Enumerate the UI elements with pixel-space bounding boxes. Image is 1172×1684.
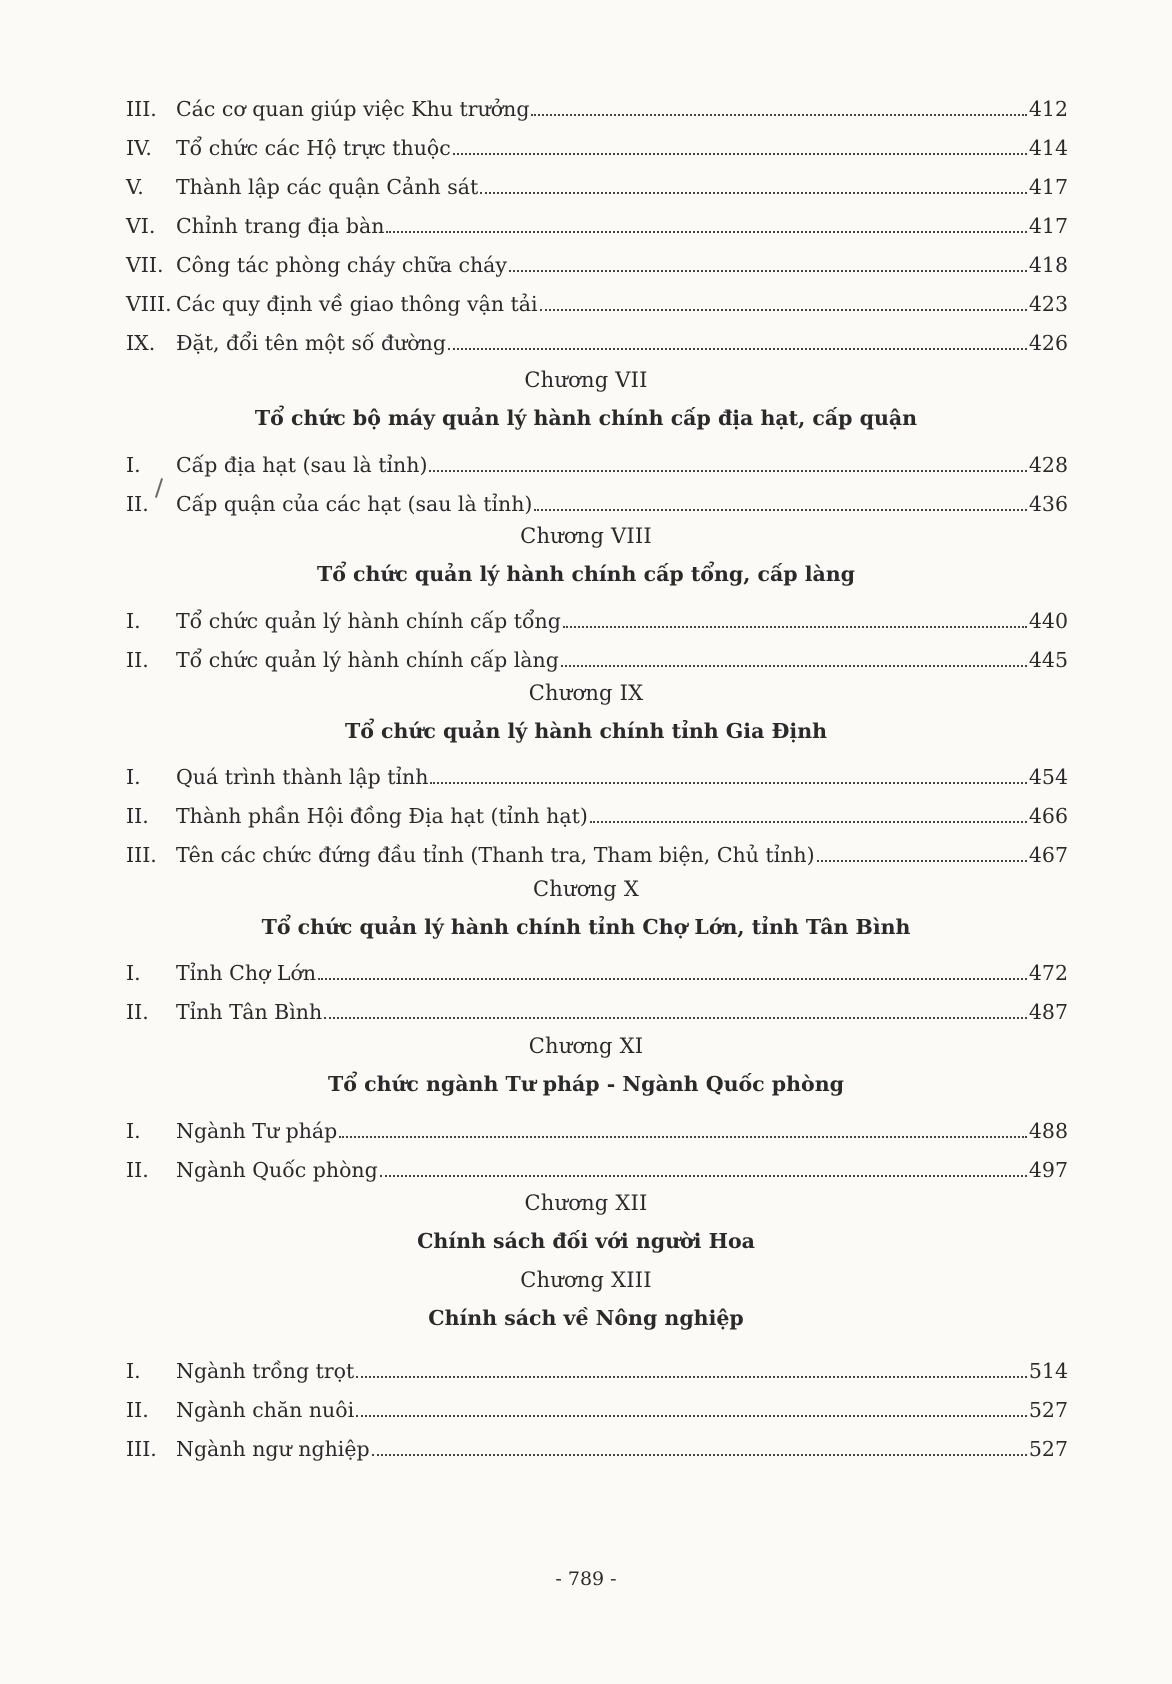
entry-page: 412 [1028, 97, 1068, 121]
chapter-heading: Tổ chức quản lý hành chính cấp tổng, cấp làng [316, 562, 856, 586]
chapter-heading: Chính sách về Nông nghiệp [428, 1306, 744, 1330]
entry-title: Các cơ quan giúp việc Khu trưởng [176, 97, 530, 121]
dot-leader [372, 1454, 1027, 1456]
dot-leader [429, 470, 1026, 472]
toc-entry[interactable] [126, 322, 1068, 356]
toc-entry[interactable] [126, 952, 1068, 986]
dot-leader [339, 1136, 1027, 1138]
entry-number: I. [126, 609, 141, 633]
chapter-title: Chương VIII [520, 524, 652, 548]
chapter-title: Chương IX [528, 681, 644, 705]
entry-title: Tổ chức các Hộ trực thuộc [176, 136, 451, 160]
entry-page: 418 [1028, 253, 1068, 277]
entry-page: 414 [1028, 136, 1068, 160]
dot-leader [430, 782, 1026, 784]
toc-entry[interactable] [126, 1428, 1068, 1462]
toc-entry[interactable] [126, 991, 1068, 1025]
entry-title: Đặt, đổi tên một số đường [176, 331, 446, 355]
entry-page: 514 [1028, 1359, 1068, 1383]
entry-title: Tổ chức quản lý hành chính cấp làng [176, 648, 559, 672]
chapter-heading: Tổ chức quản lý hành chính tỉnh Gia Định [344, 719, 828, 743]
entry-title: Ngành chăn nuôi [176, 1398, 355, 1422]
toc-entry[interactable] [126, 127, 1068, 161]
dot-leader [540, 309, 1027, 311]
entry-page: 426 [1028, 331, 1068, 355]
dot-leader [386, 231, 1026, 233]
toc-entry[interactable] [126, 795, 1068, 829]
dot-leader [531, 114, 1026, 116]
chapter-title: Chương XII [524, 1191, 648, 1215]
dot-leader [561, 665, 1027, 667]
toc-entry[interactable] [126, 244, 1068, 278]
entry-number: IX. [126, 331, 156, 355]
entry-title: Tổ chức quản lý hành chính cấp tổng [176, 609, 561, 633]
toc-entry[interactable] [126, 88, 1068, 122]
toc-entry[interactable] [126, 483, 1068, 517]
chapter-heading: Chính sách đối với người Hoa [417, 1229, 755, 1253]
entry-number: I. [126, 961, 141, 985]
toc-entry[interactable] [126, 444, 1068, 478]
entry-title: Thành phần Hội đồng Địa hạt (tỉnh hạt) [176, 804, 588, 828]
entry-number: V. [126, 175, 144, 199]
entry-page: 527 [1028, 1437, 1068, 1461]
dot-leader [324, 1017, 1027, 1019]
entry-title: Ngành Quốc phòng [176, 1158, 378, 1182]
dot-leader [590, 821, 1027, 823]
entry-title: Ngành ngư nghiệp [176, 1437, 370, 1461]
entry-title: Quá trình thành lập tỉnh [176, 765, 429, 789]
entry-number: III. [126, 843, 157, 867]
entry-page: 436 [1028, 492, 1068, 516]
entry-title: Tỉnh Tân Bình [176, 1000, 323, 1024]
chapter-heading: Tổ chức quản lý hành chính tỉnh Chợ Lớn, tỉnh Tân Bình [261, 915, 911, 939]
toc-entry[interactable] [126, 639, 1068, 673]
dot-leader [817, 860, 1027, 862]
page-number: - 789 - [555, 1568, 617, 1590]
toc-entry[interactable] [126, 1389, 1068, 1423]
entry-title: Tên các chức đứng đầu tỉnh (Thanh tra, Tham biện, Chủ tỉnh) [176, 843, 815, 867]
dot-leader [318, 978, 1027, 980]
entry-title: Ngành trồng trọt [176, 1359, 355, 1383]
toc-entry[interactable] [126, 166, 1068, 200]
entry-number: II. [126, 492, 149, 516]
dot-leader [534, 509, 1026, 511]
toc-entry[interactable] [126, 1350, 1068, 1384]
entry-page: 417 [1028, 214, 1068, 238]
entry-page: 440 [1028, 609, 1068, 633]
entry-page: 428 [1028, 453, 1068, 477]
entry-number: VIII. [126, 292, 172, 316]
entry-number: IV. [126, 136, 152, 160]
dot-leader [356, 1376, 1027, 1378]
dot-leader [480, 192, 1027, 194]
chapter-title: Chương XIII [520, 1268, 652, 1292]
dot-leader [563, 626, 1027, 628]
toc-entry[interactable] [126, 205, 1068, 239]
entry-title: Chỉnh trang địa bàn [176, 214, 385, 238]
dot-leader [509, 270, 1027, 272]
entry-page: 497 [1028, 1158, 1068, 1182]
entry-number: III. [126, 1437, 157, 1461]
chapter-title: Chương X [533, 877, 639, 901]
entry-number: II. [126, 1000, 149, 1024]
entry-title: Ngành Tư pháp [176, 1119, 338, 1143]
toc-entry[interactable] [126, 600, 1068, 634]
toc-entry[interactable] [126, 1149, 1068, 1183]
entry-page: 417 [1028, 175, 1068, 199]
entry-number: III. [126, 97, 157, 121]
toc-entry[interactable] [126, 756, 1068, 790]
entry-number: I. [126, 1359, 141, 1383]
entry-page: 527 [1028, 1398, 1068, 1422]
chapter-title: Chương VII [524, 368, 648, 392]
entry-number: II. [126, 648, 149, 672]
entry-page: 488 [1028, 1119, 1068, 1143]
toc-entry[interactable] [126, 834, 1068, 868]
entry-page: 445 [1028, 648, 1068, 672]
entry-title: Cấp quận của các hạt (sau là tỉnh) [176, 492, 533, 516]
entry-number: II. [126, 804, 149, 828]
chapter-heading: Tổ chức ngành Tư pháp - Ngành Quốc phòng [328, 1072, 844, 1096]
dot-leader [448, 348, 1027, 350]
dot-leader [380, 1175, 1027, 1177]
toc-entry[interactable] [126, 1110, 1068, 1144]
entry-number: I. [126, 453, 141, 477]
chapter-heading: Tổ chức bộ máy quản lý hành chính cấp địa hạt, cấp quận [254, 406, 918, 430]
entry-number: I. [126, 765, 141, 789]
entry-title: Công tác phòng cháy chữa cháy [176, 253, 507, 277]
entry-page: 487 [1028, 1000, 1068, 1024]
entry-page: 454 [1028, 765, 1068, 789]
entry-page: 423 [1028, 292, 1068, 316]
entry-number: II. [126, 1398, 149, 1422]
entry-number: I. [126, 1119, 141, 1143]
toc-entry[interactable] [126, 283, 1068, 317]
entry-page: 472 [1028, 961, 1068, 985]
entry-title: Các quy định về giao thông vận tải [176, 292, 538, 316]
entry-number: II. [126, 1158, 149, 1182]
entry-number: VI. [126, 214, 156, 238]
entry-title: Thành lập các quận Cảnh sát [176, 175, 479, 199]
entry-number: VII. [126, 253, 164, 277]
entry-page: 466 [1028, 804, 1068, 828]
entry-page: 467 [1028, 843, 1068, 867]
entry-title: Cấp địa hạt (sau là tỉnh) [176, 453, 428, 477]
entry-title: Tỉnh Chợ Lớn [176, 961, 317, 985]
dot-leader [356, 1415, 1027, 1417]
dot-leader [453, 153, 1027, 155]
chapter-title: Chương XI [528, 1034, 644, 1058]
